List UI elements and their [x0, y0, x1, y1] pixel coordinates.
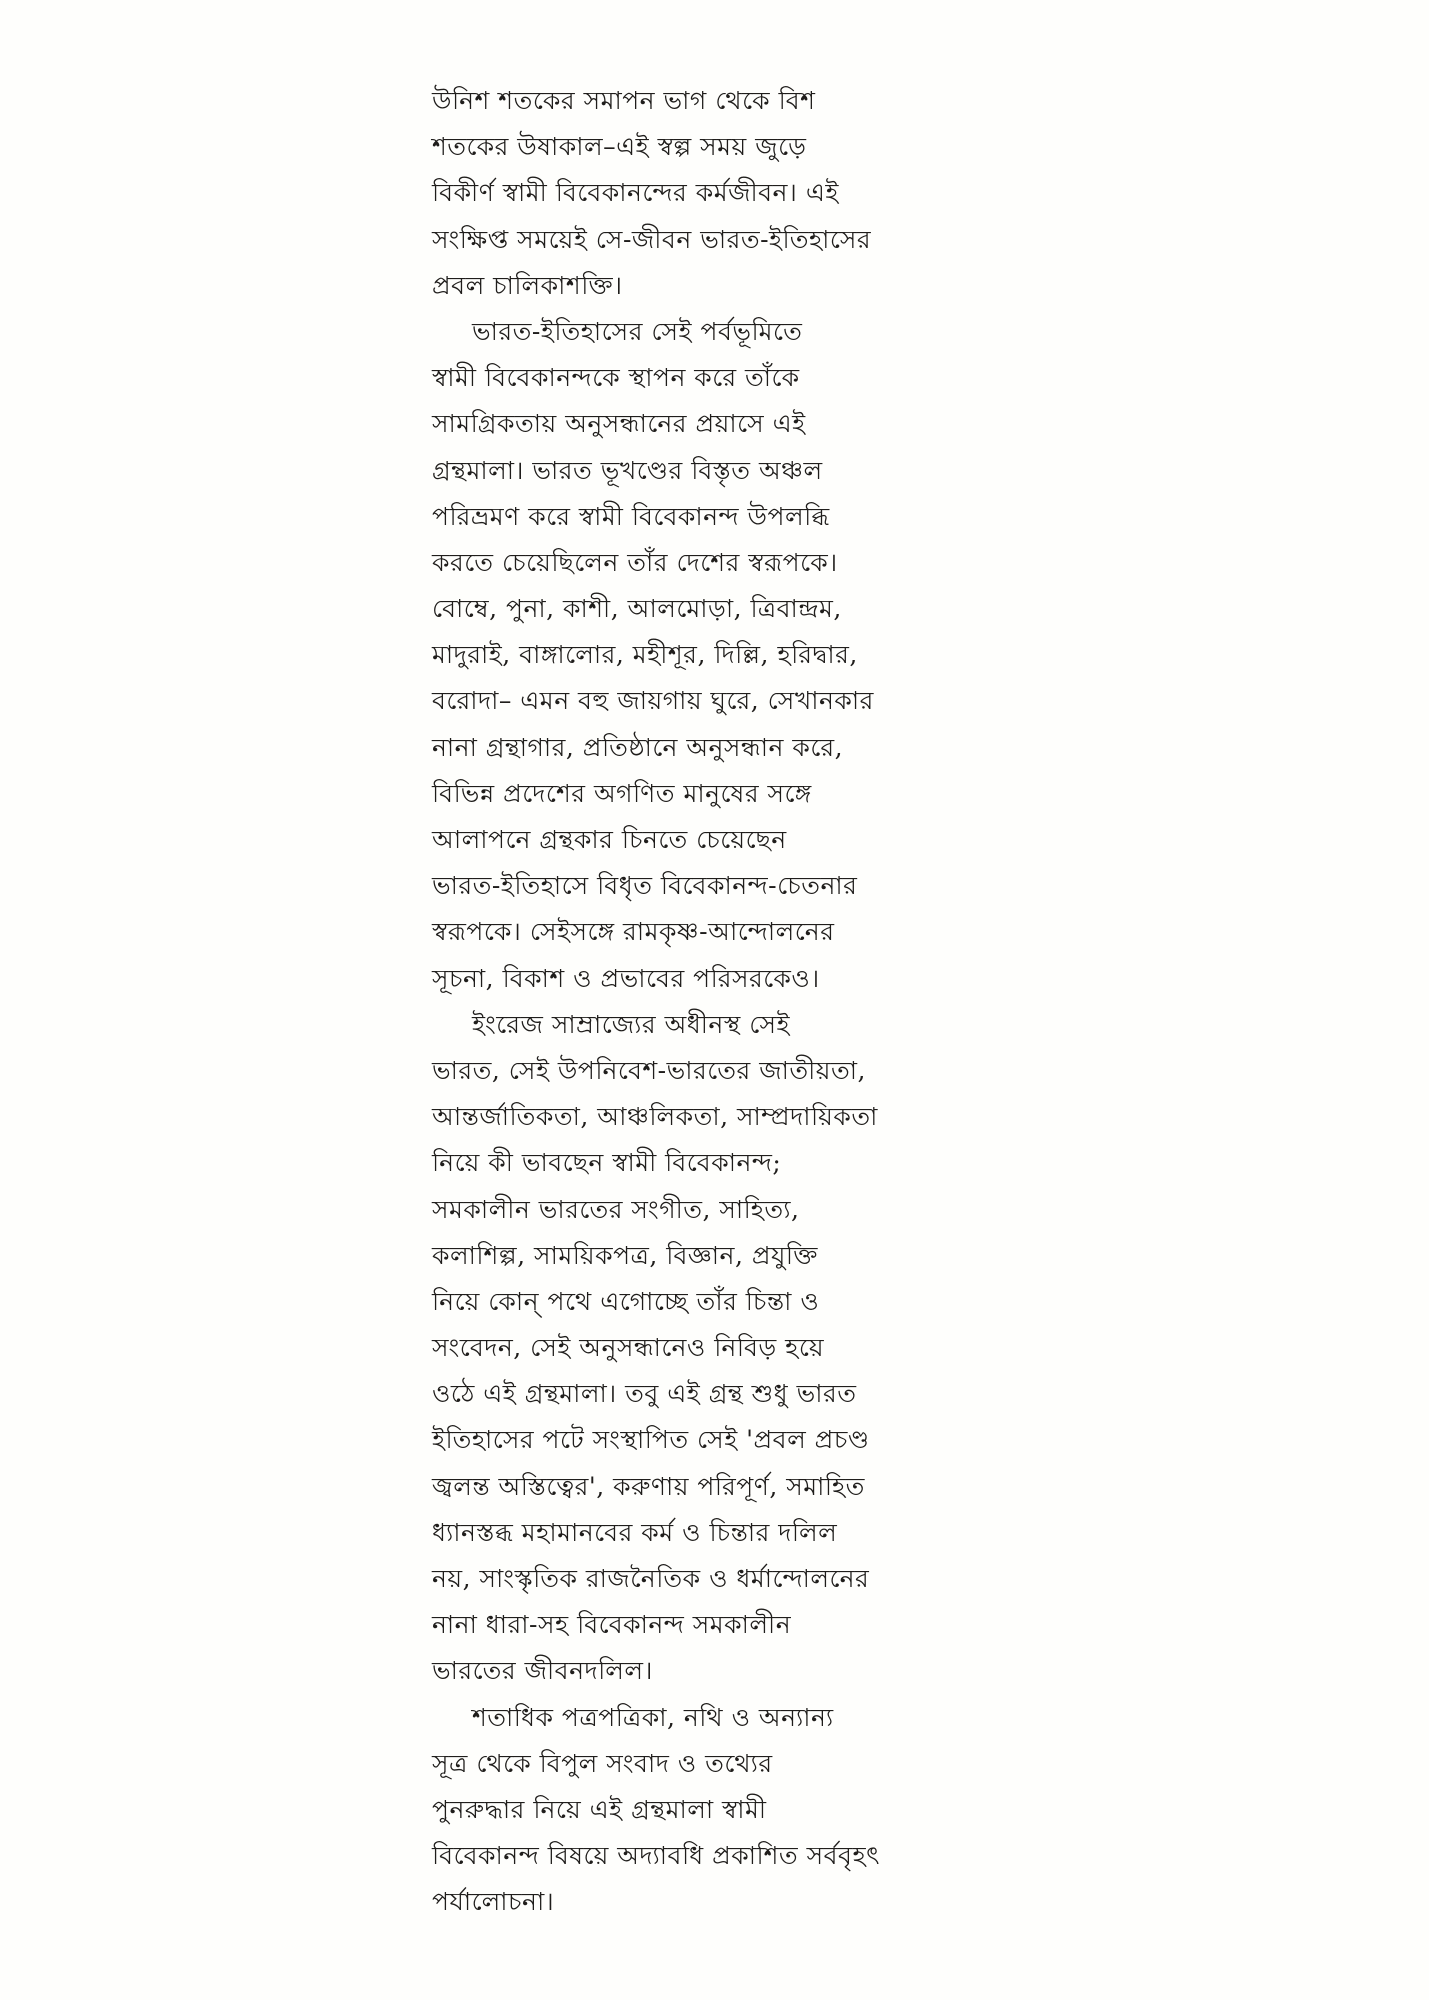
- text-line: মাদুরাই, বাঙ্গালোর, মহীশূর, দিল্লি, হরিদ্বার,: [432, 640, 858, 670]
- text-line: ওঠে এই গ্রন্থমালা। তবু এই গ্রন্থ শুধু ভারত: [432, 1379, 857, 1409]
- text-line: সামগ্রিকতায় অনুসন্ধানের প্রয়াসে এই: [432, 409, 806, 439]
- text-line: ভারতের জীবনদলিল।: [432, 1656, 653, 1686]
- text-line: প্রবল চালিকাশক্তি।: [432, 270, 623, 300]
- paragraph-3: [432, 1002, 992, 1695]
- paragraph-1: [432, 78, 992, 309]
- text-line: বিকীর্ণ স্বামী বিবেকানন্দের কর্মজীবন। এই: [432, 178, 839, 208]
- text-line: সমকালীন ভারতের সংগীত, সাহিত্য,: [432, 1194, 800, 1224]
- text-line: পুনরুদ্ধার নিয়ে এই গ্রন্থমালা স্বামী: [432, 1794, 767, 1824]
- paragraph-4: [432, 1695, 992, 1926]
- text-line: বোম্বে, পুনা, কাশী, আলমোড়া, ত্রিবান্দ্রম,: [432, 594, 842, 624]
- text-line: স্বরূপকে। সেইসঙ্গে রামকৃষ্ণ-আন্দোলনের: [432, 917, 835, 947]
- text-line: সূচনা, বিকাশ ও প্রভাবের পরিসরকেও।: [432, 963, 820, 993]
- text-line: উনিশ শতকের সমাপন ভাগ থেকে বিশ: [432, 86, 816, 115]
- text-column: [432, 78, 992, 1926]
- text-line: নিয়ে কোন্ পথে এগোচ্ছে তাঁর চিন্তা ও: [432, 1286, 820, 1316]
- text-line: গ্রন্থমালা। ভারত ভূখণ্ডের বিস্তৃত অঞ্চল: [432, 455, 823, 485]
- text-line: কলাশিল্প, সাময়িকপত্র, বিজ্ঞান, প্রযুক্তি: [432, 1240, 818, 1270]
- text-line: আলাপনে গ্রন্থকার চিনতে চেয়েছেন: [432, 825, 787, 854]
- paragraph-2: [432, 309, 992, 1002]
- text-line: নানা ধারা-সহ বিবেকানন্দ সমকালীন: [432, 1610, 792, 1640]
- text-line: বিবেকানন্দ বিষয়ে অদ্যাবধি প্রকাশিত সর্ববৃহৎ: [432, 1841, 880, 1871]
- text-line: নানা গ্রন্থাগার, প্রতিষ্ঠানে অনুসন্ধান করে,: [432, 732, 844, 762]
- text-line: ধ্যানস্তব্ধ মহামানবের কর্ম ও চিন্তার দলিল: [432, 1517, 838, 1547]
- text-line: শতাধিক পত্রপত্রিকা, নথি ও অন্যান্য: [472, 1702, 834, 1732]
- text-line: পর্যালোচনা।: [432, 1887, 555, 1917]
- text-line: স্বামী বিবেকানন্দকে স্থাপন করে তাঁকে: [432, 363, 800, 393]
- text-line: সূত্র থেকে বিপুল সংবাদ ও তথ্যের: [432, 1748, 773, 1778]
- text-line: বরোদা– এমন বহু জায়গায় ঘুরে, সেখানকার: [432, 686, 874, 716]
- text-line: ইংরেজ সাম্রাজ্যের অধীনস্থ সেই: [472, 1009, 790, 1039]
- text-line: বিভিন্ন প্রদেশের অগণিত মানুষের সঙ্গে: [432, 778, 812, 808]
- text-line: ভারত-ইতিহাসের সেই পর্বভূমিতে: [472, 316, 803, 346]
- text-line: ইতিহাসের পটে সংস্থাপিত সেই 'প্রবল প্রচণ্ড: [432, 1425, 870, 1455]
- text-line: শতকের উষাকাল–এই স্বল্প সময় জুড়ে: [432, 132, 807, 162]
- text-line: নিয়ে কী ভাবছেন স্বামী বিবেকানন্দ;: [432, 1148, 782, 1178]
- text-line: সংবেদন, সেই অনুসন্ধানেও নিবিড় হয়ে: [432, 1333, 825, 1363]
- text-line: করতে চেয়েছিলেন তাঁর দেশের স্বরূপকে।: [432, 547, 838, 577]
- text-line: নয়, সাংস্কৃতিক রাজনৈতিক ও ধর্মান্দোলনের: [432, 1564, 870, 1593]
- text-line: ভারত-ইতিহাসে বিধৃত বিবেকানন্দ-চেতনার: [432, 871, 858, 901]
- text-line: সংক্ষিপ্ত সময়েই সে-জীবন ভারত-ইতিহাসের: [432, 224, 872, 254]
- text-line: আন্তর্জাতিকতা, আঞ্চলিকতা, সাম্প্রদায়িকতা: [432, 1102, 878, 1132]
- text-line: পরিভ্রমণ করে স্বামী বিবেকানন্দ উপলব্ধি: [432, 501, 830, 531]
- text-line: ভারত, সেই উপনিবেশ-ভারতের জাতীয়তা,: [432, 1055, 866, 1085]
- text-line: জ্বলন্ত অস্তিত্বের', করুণায় পরিপূর্ণ, সমাহিত: [432, 1471, 865, 1501]
